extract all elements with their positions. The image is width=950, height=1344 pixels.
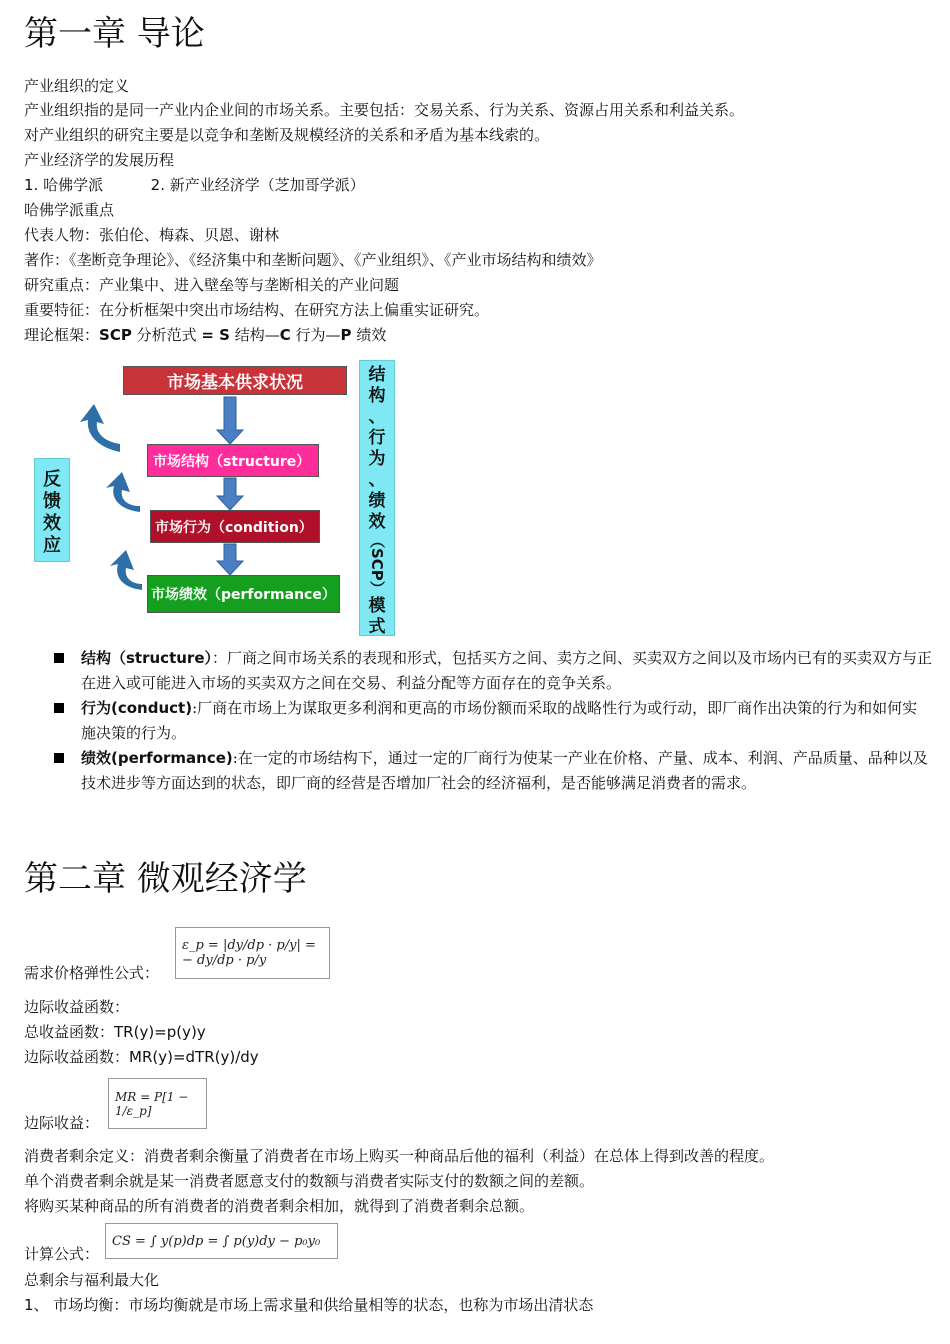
equilibrium-line <box>24 1294 593 1316</box>
bullet-term: 结构（structure） <box>81 649 212 667</box>
label-char: 应 <box>43 535 61 556</box>
box-supply-demand: 市场基本供求状况 <box>123 366 347 395</box>
elasticity-formula: ε_p = |dy/dp · p/y| = − dy/dp · p/y <box>175 927 330 979</box>
framework-text: 绩效 <box>351 326 387 344</box>
label-char: 反 <box>43 469 61 490</box>
text-line: 著作：《垄断竞争理论》、《经济集中和垄断问题》、《产业组织》、《产业市场结构和绩效》 <box>24 251 602 269</box>
list-item <box>52 746 932 796</box>
list-number: 2. <box>150 176 165 194</box>
framework-prefix: 理论框架： <box>24 326 100 344</box>
chapter2-title: 第二章 微观经济学 <box>24 859 307 899</box>
framework-text: 分析范式 <box>131 326 202 344</box>
label-char: 效 <box>43 513 61 534</box>
label-char: 、 <box>368 470 386 490</box>
label-char: 绩 <box>368 491 386 511</box>
text-line: 边际收益函数： <box>24 998 130 1016</box>
label-char: （SCP） <box>368 533 386 596</box>
framework-text: 结构— <box>229 326 280 344</box>
school-harvard: 哈佛学派 <box>43 176 104 194</box>
text-line: 总剩余与福利最大化 <box>24 1271 160 1289</box>
text-line: 对产业组织的研究主要是以竞争和垄断及规模经济的关系和矛盾为基本线索的。 <box>24 126 550 144</box>
c-term: C <box>279 326 291 344</box>
text-line: 将购买某种商品的所有消费者的消费者剩余相加，就得到了消费者剩余总额。 <box>24 1197 535 1215</box>
text-line: 消费者剩余定义：消费者剩余衡量了消费者在市场上购买一种商品后他的福利（利益）在总体上得到改善的程度。 <box>24 1147 775 1165</box>
down-arrow-icon <box>217 544 243 575</box>
mr-line <box>24 1046 259 1068</box>
school-chicago: 新产业经济学（芝加哥学派） <box>169 176 365 194</box>
bullet-square-icon <box>54 753 64 763</box>
calc-label: 计算公式： <box>24 1245 100 1263</box>
bullet-text: :厂商在市场上为谋取更多利润和更高的市场份额而采取的战略性行为或行动，即厂商作出决策的行为和如何实施决策的行为。 <box>81 699 918 742</box>
text-line: 哈佛学派重点 <box>24 201 115 219</box>
mr2-label: 边际收益： <box>24 1114 100 1132</box>
tr-expression: TR(y)=p(y)y <box>114 1023 206 1041</box>
tr-line <box>24 1021 206 1043</box>
equilibrium-text: 市场均衡：市场均衡就是市场上需求量和供给量相等的状态，也称为市场出清状态 <box>53 1296 594 1314</box>
chapter1-title: 第一章 导论 <box>24 14 205 54</box>
text-line: 代表人物：张伯伦、梅森、贝恩、谢林 <box>24 226 280 244</box>
label-char: 模 <box>368 595 386 616</box>
text-line: 产业组织指的是同一产业内企业间的市场关系。主要包括：交易关系、行为关系、资源占用关系和利益关系。 <box>24 101 745 119</box>
label-char: 行 <box>368 428 386 448</box>
bullet-text: ：厂商之间市场关系的表现和形式，包括买方之间、卖方之间、买卖双方之间以及市场内已有的买卖双方与正在进入或可能进入市场的买卖双方之间在交易、利益分配等方面存在的竞争关系。 <box>81 649 933 692</box>
tr-label: 总收益函数： <box>24 1023 115 1041</box>
bullet-square-icon <box>54 703 64 713</box>
text-line: 单个消费者剩余就是某一消费者愿意支付的数额与消费者实际支付的数额之间的差额。 <box>24 1172 595 1190</box>
curved-arrow-icon <box>80 404 120 452</box>
text-line: 产业组织的定义 <box>24 77 130 95</box>
scp-term: SCP <box>99 326 132 344</box>
label-char: 馈 <box>43 491 61 512</box>
s-term: = S <box>201 326 230 344</box>
box-structure: 市场结构（structure） <box>147 444 319 477</box>
definition-list <box>52 646 932 796</box>
text-line: 产业经济学的发展历程 <box>24 151 175 169</box>
label-char: 构 <box>368 386 386 406</box>
curved-arrow-icon <box>110 550 142 590</box>
text-line: 研究重点：产业集中、进入壁垒等与垄断相关的产业问题 <box>24 276 400 294</box>
bullet-square-icon <box>54 653 64 663</box>
list-number: 1. <box>24 176 39 194</box>
label-char: 、 <box>368 407 386 427</box>
framework-text: 行为— <box>290 326 341 344</box>
mr-label: 边际收益函数： <box>24 1048 130 1066</box>
down-arrow-icon <box>217 397 243 444</box>
label-char: 式 <box>368 616 386 637</box>
mr-formula: MR = P[1 − 1/ε_p] <box>108 1078 207 1129</box>
box-performance: 市场绩效（performance） <box>147 575 340 613</box>
cs-formula: CS = ∫ y(p)dp = ∫ p(y)dy − p₀y₀ <box>105 1223 338 1259</box>
box-conduct: 市场行为（condition） <box>150 510 320 543</box>
bullet-text: :在一定的市场结构下，通过一定的厂商行为使某一产业在价格、产量、成本、利润、产品质量、品种以及技术进步等方面达到的状态，即厂商的经营是否增加厂社会的经济福利，是否能够满足消费者的需求。 <box>81 749 928 792</box>
list-item <box>52 646 932 696</box>
elasticity-label: 需求价格弹性公式： <box>24 964 160 982</box>
list-item <box>52 696 932 746</box>
label-char: 结 <box>368 365 386 385</box>
text-line: 重要特征：在分析框架中突出市场结构、在研究方法上偏重实证研究。 <box>24 301 490 319</box>
label-char: 为 <box>368 449 386 469</box>
mr-expression: MR(y)=dTR(y)/dy <box>129 1048 259 1066</box>
down-arrow-icon <box>217 478 243 510</box>
p-term: P <box>340 326 352 344</box>
curved-arrow-icon <box>106 472 140 512</box>
bullet-term: 绩效(performance) <box>81 749 233 767</box>
bullet-term: 行为(conduct) <box>81 699 193 717</box>
list-number: 1、 <box>24 1296 49 1314</box>
label-char: 效 <box>368 512 386 532</box>
diagram-arrows <box>0 0 950 650</box>
